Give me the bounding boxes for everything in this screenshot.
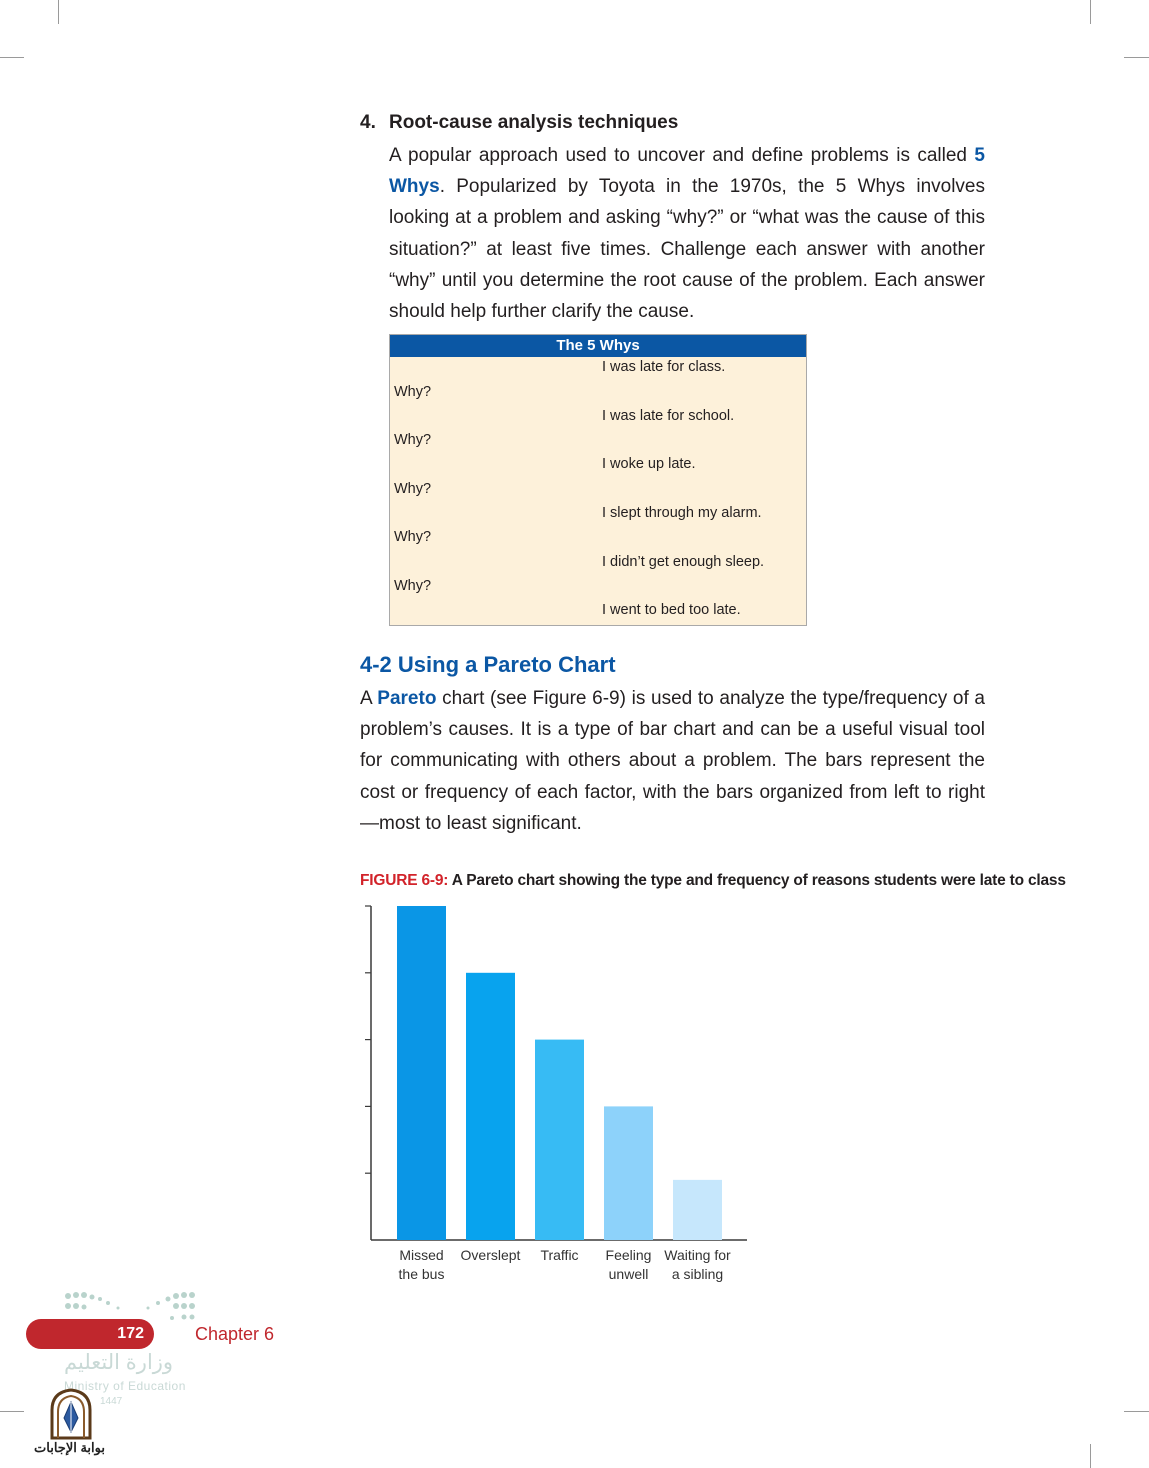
- paragraph-text: A: [360, 688, 378, 709]
- x-tick-label: Traffic: [540, 1247, 579, 1263]
- ministry-name-english: Ministry of Education: [64, 1379, 186, 1393]
- x-tick-label: Waiting for: [664, 1247, 731, 1263]
- table-answer: I was late for class.: [602, 359, 726, 375]
- paragraph-text: . Popularized by Toyota in the 1970s, the 5 Whys involves looking at a problem and asking “why?” or “what was the cause of this situation?” at least five times. Challenge each answer with another “why” until you determine the root cause of the problem. Each answer should help further clarify the cause.: [389, 176, 985, 323]
- table-title: The 5 Whys: [390, 335, 806, 357]
- bar: [397, 906, 446, 1240]
- table-why: Why?: [394, 529, 432, 545]
- site-logo-text: بوابة الإجابات: [34, 1440, 105, 1455]
- x-tick-label: unwell: [608, 1266, 649, 1282]
- pareto-chart: [355, 895, 755, 1290]
- figure-label: FIGURE 6-9:: [360, 872, 449, 889]
- table-why: Why?: [394, 481, 432, 497]
- x-tick-label: a sibling: [671, 1266, 724, 1282]
- five-whys-table: [389, 334, 807, 626]
- keyword-five-whys: 5 Whys: [389, 145, 985, 198]
- page-number-badge: [26, 1319, 154, 1349]
- crop-mark: [1090, 1444, 1091, 1468]
- page-number: 172: [117, 1325, 144, 1342]
- bar: [535, 1040, 584, 1240]
- x-tick-label: the bus: [398, 1266, 445, 1282]
- bar: [673, 1180, 722, 1240]
- table-answer: I slept through my alarm.: [602, 505, 762, 521]
- x-tick-label: Missed: [399, 1247, 444, 1263]
- table-answer: I woke up late.: [602, 456, 696, 472]
- table-answer: I didn’t get enough sleep.: [602, 554, 765, 570]
- section-heading: [360, 112, 678, 134]
- x-tick-label: Feeling: [605, 1247, 652, 1263]
- paragraph-text: A popular approach used to uncover and define problems is called: [389, 145, 975, 166]
- crop-mark: [0, 1411, 24, 1412]
- ministry-year: 1447: [100, 1396, 123, 1407]
- pareto-paragraph: [360, 683, 985, 839]
- crop-mark: [1124, 57, 1149, 58]
- crop-mark: [0, 57, 24, 58]
- bar: [604, 1106, 653, 1240]
- ministry-name-arabic: وزارة التعليم: [64, 1351, 174, 1374]
- table-why: Why?: [394, 578, 432, 594]
- pareto-section-heading: 4-2 Using a Pareto Chart: [360, 652, 616, 677]
- table-answer: I was late for school.: [602, 408, 735, 424]
- crop-mark: [1124, 1411, 1149, 1412]
- section-number: 4.: [360, 112, 376, 133]
- paragraph-text: chart (see Figure 6-9) is used to analyze the type/frequency of a problem’s causes. It is a type of bar chart and can be a useful visual tool for communicating with others about a problem. The bars represent the cost or frequency of each factor, with the bars organized from left to right—most to least significant.: [360, 688, 985, 834]
- crop-mark: [1090, 0, 1091, 24]
- figure-caption: [360, 872, 1066, 890]
- figure-caption-text: A Pareto chart showing the type and frequency of reasons students were late to class: [448, 872, 1066, 889]
- table-why: Why?: [394, 384, 432, 400]
- table-why: Why?: [394, 432, 432, 448]
- crop-mark: [58, 0, 59, 24]
- table-answer: I went to bed too late.: [602, 602, 741, 618]
- chapter-label: Chapter 6: [195, 1324, 275, 1344]
- section-title: Root-cause analysis techniques: [389, 112, 679, 133]
- x-tick-label: Overslept: [460, 1247, 521, 1263]
- site-logo-icon[interactable]: [48, 1388, 94, 1440]
- keyword-pareto: Pareto: [377, 688, 437, 709]
- bar: [466, 973, 515, 1240]
- five-whys-paragraph: [389, 140, 985, 327]
